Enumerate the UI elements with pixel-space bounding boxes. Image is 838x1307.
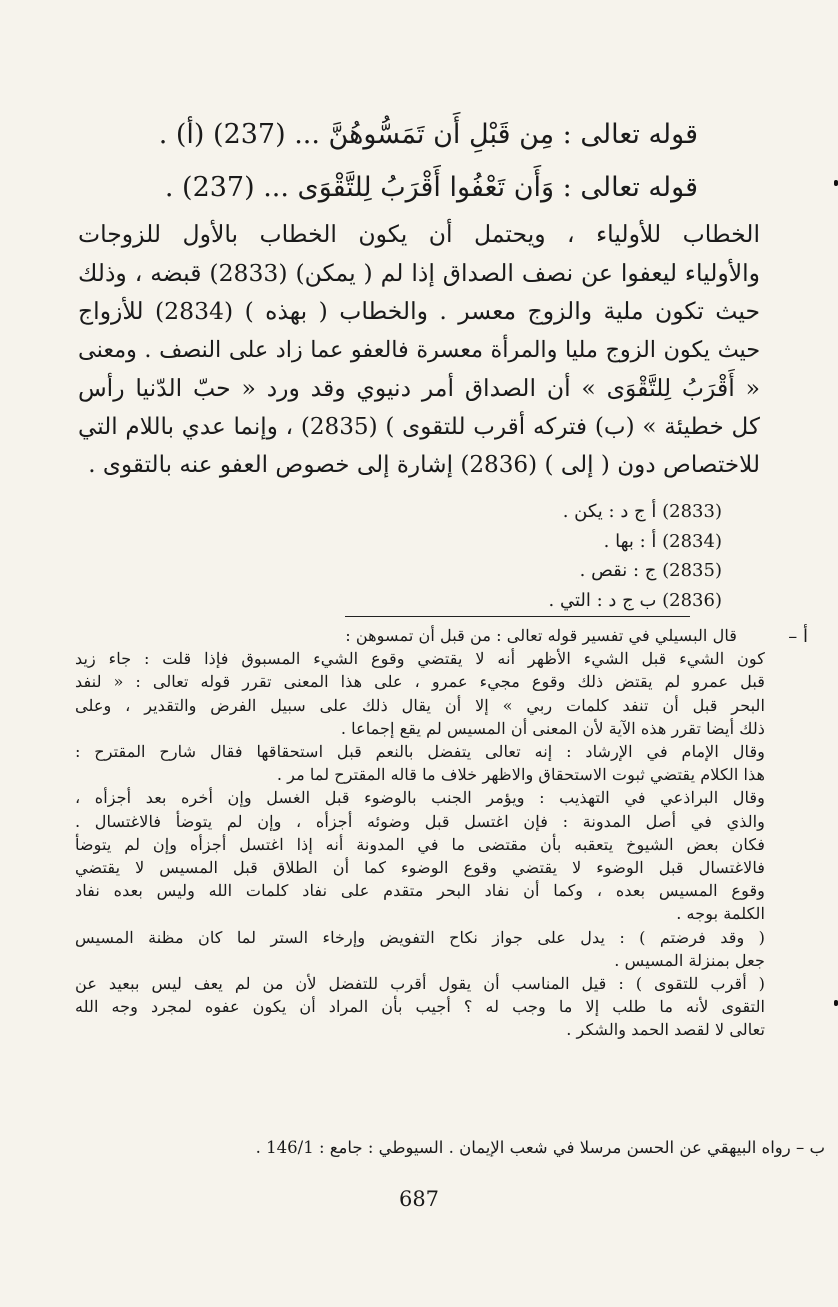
commentary-line: كل خطيئة » (ب) فتركه أقرب للتقوى ) (2835) ، وإنما عدي باللام التي <box>78 413 760 440</box>
footnote-line: ذلك أيضا تقرر هذه الآية لأن المعنى أن المسيس لم يقع إجماعا . <box>340 718 765 738</box>
commentary-line: والأولياء ليعفوا عن نصف الصداق إذا لم ( يمكن) (2833) قبضه ، وذلك <box>78 258 760 287</box>
commentary-line: للاختصاص دون ( إلى ) (2836) إشارة إلى خصوص العفو عنه بالتقوى . <box>88 452 760 478</box>
footnote-line: الكلمة بوجه . <box>676 904 765 924</box>
footnote-line: ( أقرب للتقوى ) : قيل المناسب أن يقول أقرب للتفضل لأن من لم يعف ليس ببعيد عن <box>75 974 765 994</box>
verse-heading-1: قوله تعالى : مِن قَبْلِ أَن تَمَسُّوهُنَّ ... (237) (أ) . <box>158 119 698 150</box>
footnote-line: فالاغتسال قبل الوضوء لا يقتضي وقوع الوضوء كما أن الطلاق قبل المسيس لا يقتضي <box>75 858 765 878</box>
variant-note: (2833) أ ج د : يكن . <box>562 501 722 522</box>
commentary-line: « أَقْرَبُ لِلتَّقْوَى » أن الصداق أمر دنيوي وقد ورد « حبّ الدّنيا رأس <box>78 374 760 402</box>
footnote-line: والذي في أصل المدونة : فإن اغتسل قبل وضوئه أجزأه ، وإن لم يتوضأ فالاغتسال . <box>75 811 766 831</box>
footnote-line: فكان بعض الشيوخ يتعقبه بأن مقتضى ما في المدونة أنه إذا اغتسل أجزأه وإن لم يتوضأ <box>75 834 765 854</box>
variant-note: (2836) ب ج د : التي . <box>548 589 722 611</box>
footnote-marker-a: أ – <box>788 626 808 647</box>
footnote-b: ب – رواه البيهقي عن الحسن مرسلا في شعب الإيمان . السيوطي : جامع : 146/1 . <box>255 1138 825 1157</box>
edge-mark <box>834 1000 838 1006</box>
footnote-line: وقوع المسيس بعده ، وكما أن نفاد البحر متقدم على نفاد كلمات الله وليس بعده نفاد <box>75 881 765 901</box>
page-number: 687 <box>398 1187 440 1211</box>
footnote-a <box>75 624 765 1042</box>
commentary-line: الخطاب للأولياء ، ويحتمل أن يكون الخطاب بالأول للزوجات <box>78 220 760 248</box>
footnote-line: تعالى لا لقصد الحمد والشكر . <box>566 1020 765 1040</box>
commentary-body <box>78 215 760 485</box>
footnote-line: جعل بمنزلة المسيس . <box>614 950 765 970</box>
commentary-line: حيث يكون الزوج مليا والمرأة معسرة فالعفو عما زاد على النصف . ومعنى <box>78 336 760 363</box>
footnote-line: قبل عمرو لم يقتض ذلك وقوع مجيء عمرو ، على هذا المعنى تقرر قوله تعالى : « لنفد <box>75 672 765 692</box>
footnote-line: البحر قبل أن تنفد كلمات ربي » إلا أن يقال ذلك على سبيل الفرض والتقدير ، وعلى <box>75 695 765 715</box>
manuscript-variants <box>460 497 722 615</box>
footnote-line: قال البسيلي في تفسير قوله تعالى : من قبل أن تمسوهن : <box>345 626 737 645</box>
footnote-line: ( وقد فرضتم ) : يدل على جواز نكاح التفويض وإرخاء الستر لما كان مظنة المسيس <box>75 927 765 947</box>
footnote-line: التقوى لأنه ما طلب إلا ما وجب له ؟ أجيب بأن المراد أن يكون عفوه لمجرد وجه الله <box>75 997 765 1017</box>
footnote-line: كون الشيء قبل الشيء الأظهر أنه لا يقتضي وقوع الشيء المسبوق فإذا قلت : جاء زيد <box>75 649 765 669</box>
variant-note: (2835) ج : نقص . <box>579 560 722 581</box>
variant-note: (2834) أ : بها . <box>603 530 722 552</box>
footnote-divider <box>345 616 690 617</box>
commentary-line: حيث تكون ملية والزوج معسر . والخطاب ( بهذه ) (2834) للأزواج <box>78 297 760 325</box>
footnote-line: وقال البراذعي في التهذيب : ويؤمر الجنب بالوضوء قبل الغسل وإن أخره بعد أجزأه ، <box>75 788 765 808</box>
footnote-line: وقال الإمام في الإرشاد : إنه تعالى يتفضل بالنعم قبل استحقاقها فقال شارح المقترح : <box>75 742 765 762</box>
footnote-line: هذا الكلام يقتضي ثبوت الاستحقاق والاظهر خلاف ما قاله المقترح لما مر . <box>276 765 765 785</box>
verse-heading-2: قوله تعالى : وَأَن تَعْفُوا أَقْرَبُ لِلتَّقْوَى ... (237) . <box>164 172 698 203</box>
edge-mark <box>834 180 838 186</box>
